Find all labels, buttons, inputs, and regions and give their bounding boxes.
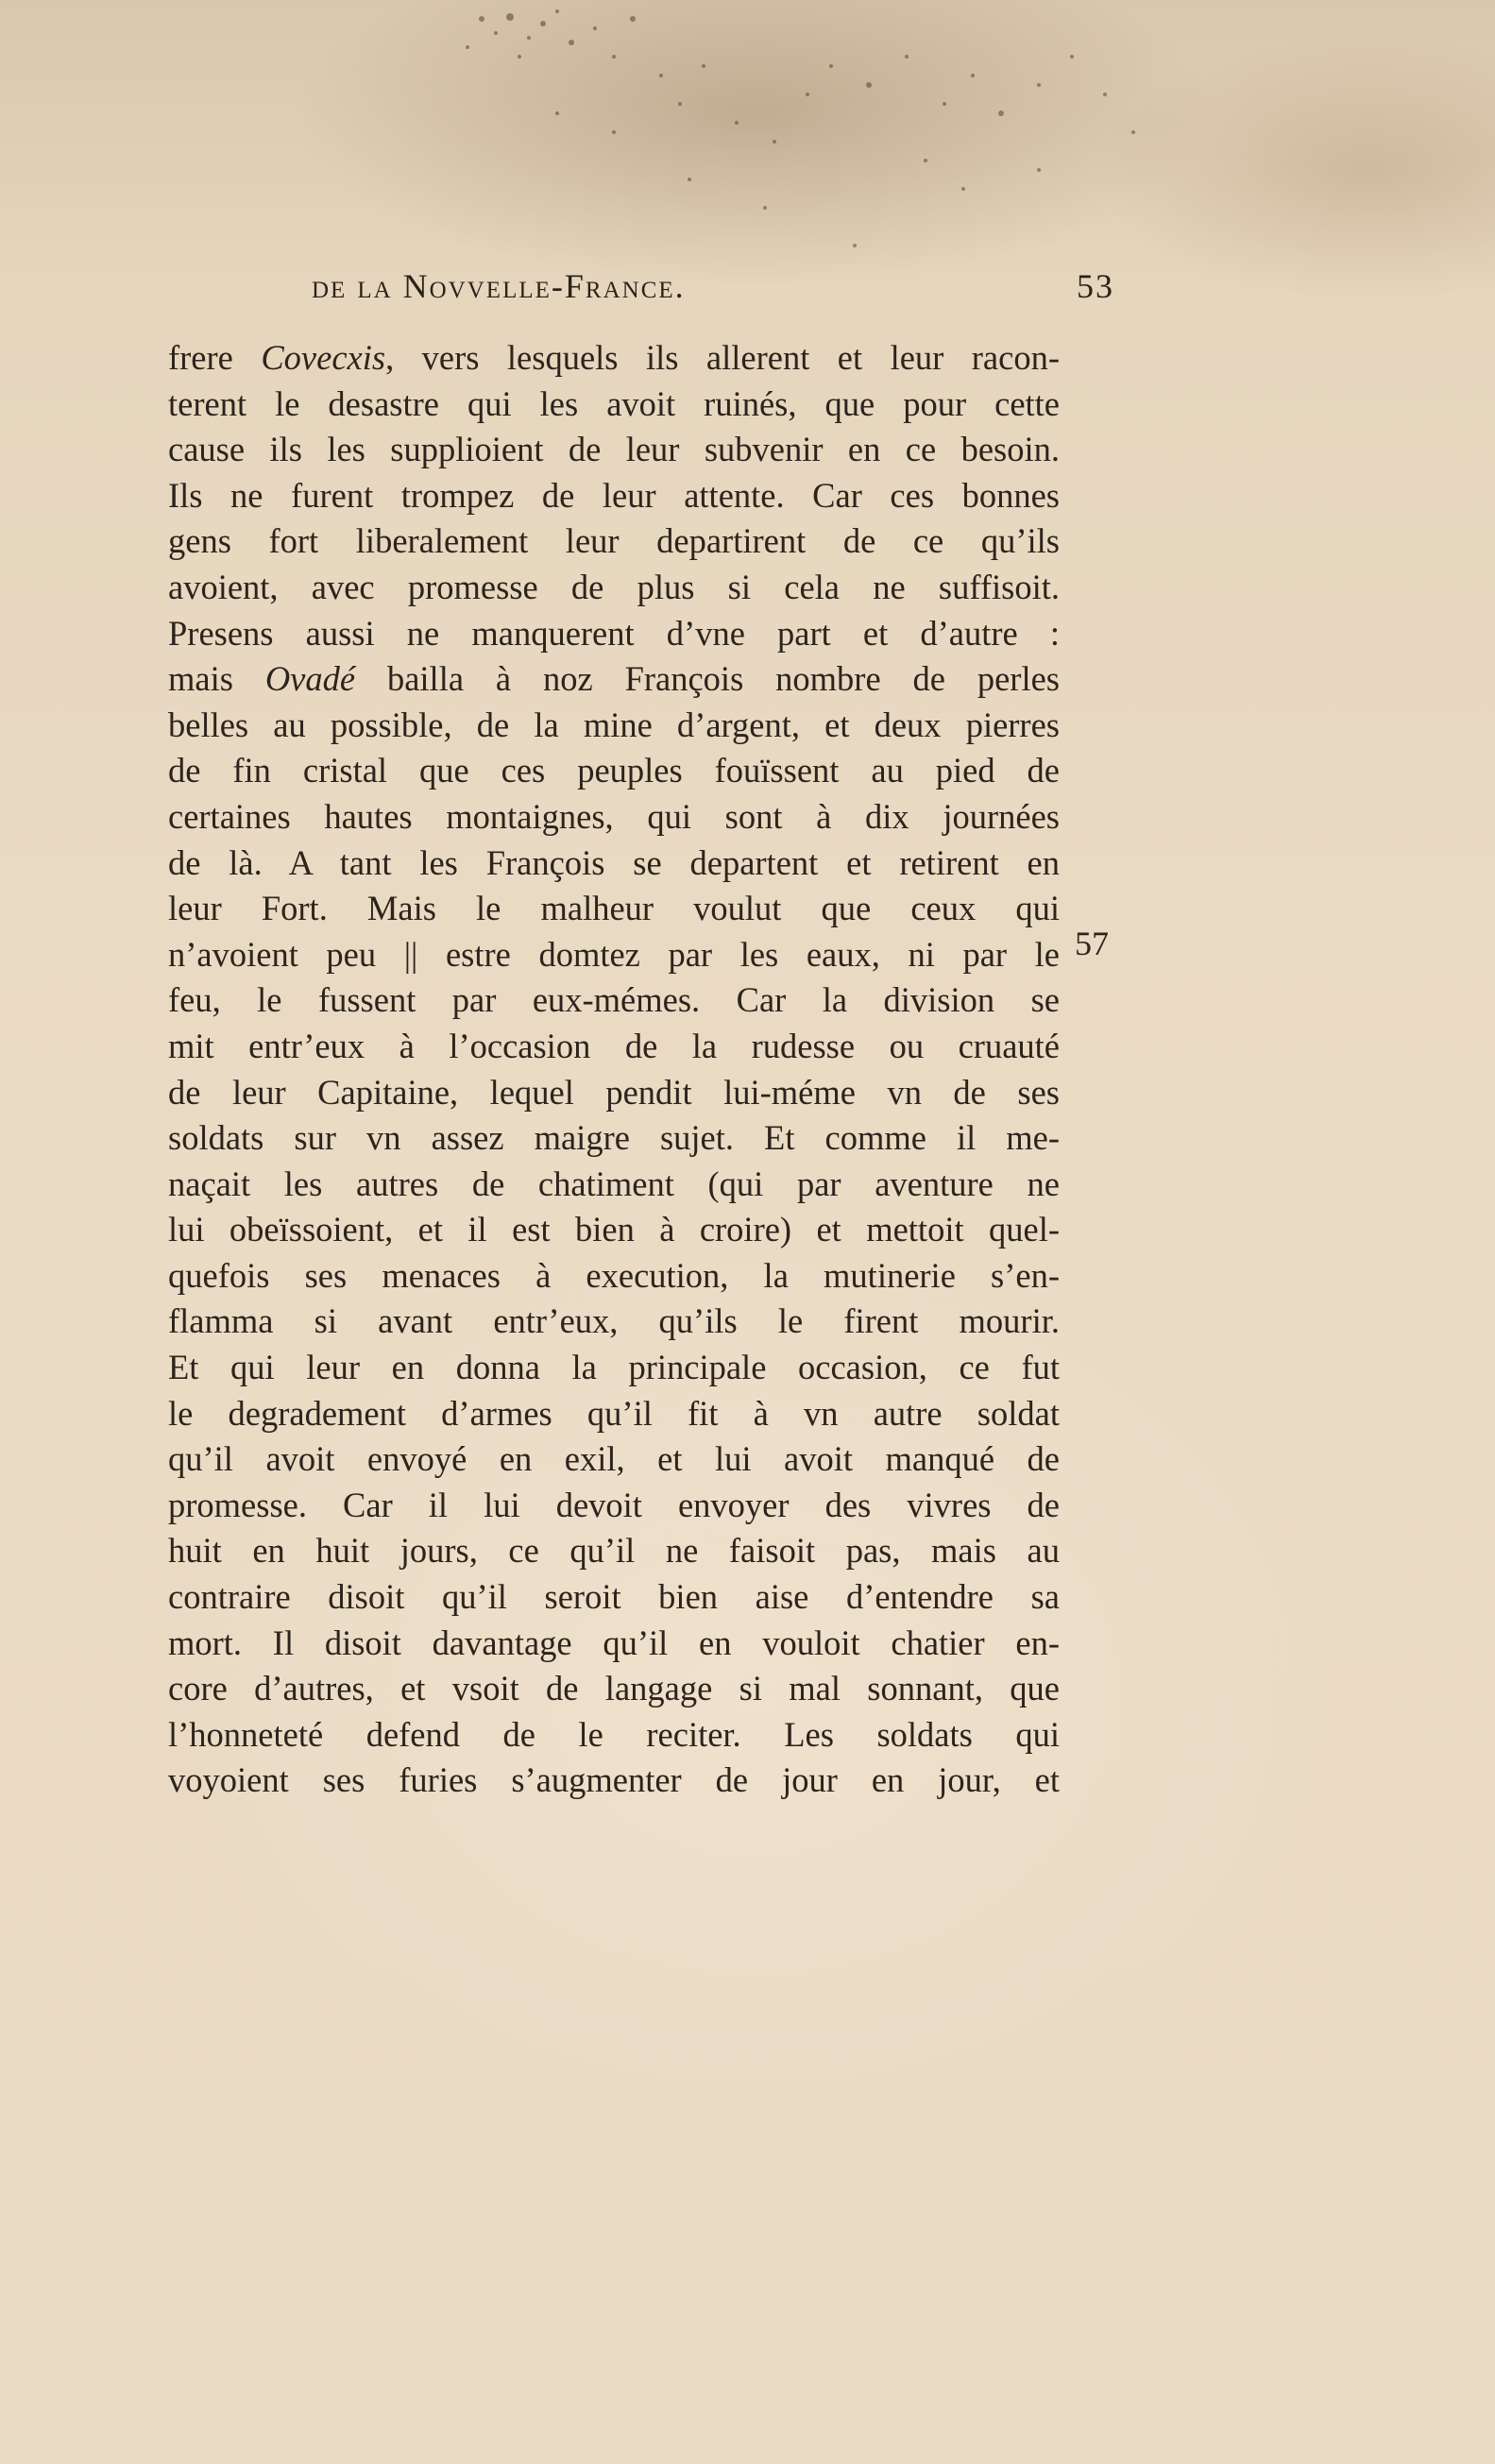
text-segment: terent le desastre qui les avoit ruinés, que pour cette bbox=[168, 383, 1060, 423]
text-segment: mit entr’eux à l’occasion de la rudesse ou cruauté bbox=[168, 1026, 1060, 1065]
text-line bbox=[168, 518, 1060, 565]
text-segment: voyoient ses furies s’augmenter de jour en jour, et bbox=[168, 1760, 1060, 1800]
text-segment: Et qui leur en donna la principale occasion, ce fut bbox=[168, 1348, 1060, 1387]
running-head-title: de la Novvelle-France. bbox=[312, 267, 686, 305]
text-segment: soldats sur vn assez maigre sujet. Et comme il me- bbox=[168, 1118, 1060, 1158]
text-segment: leur Fort. Mais le malheur voulut que ceux qui bbox=[168, 889, 1060, 928]
text-line bbox=[168, 1070, 1060, 1116]
text-line bbox=[168, 1207, 1060, 1253]
text-segment: avoient, avec promesse de plus si cela ne suffisoit. bbox=[168, 567, 1060, 606]
text-line bbox=[168, 1162, 1060, 1208]
text-segment: frere bbox=[168, 338, 262, 377]
text-line bbox=[168, 565, 1060, 611]
text-segment: contraire disoit qu’il seroit bien aise d’entendre sa bbox=[168, 1577, 1060, 1617]
text-segment: naçait les autres de chatiment (qui par aventure ne bbox=[168, 1164, 1060, 1203]
text-line bbox=[168, 1299, 1060, 1345]
text-line bbox=[168, 1024, 1060, 1070]
text-line bbox=[168, 1345, 1060, 1391]
text-segment: mort. Il disoit davantage qu’il en vouloit chatier en- bbox=[168, 1623, 1060, 1662]
text-segment: flamma si avant entr’eux, qu’ils le firent mourir. bbox=[168, 1301, 1060, 1341]
text-line bbox=[168, 656, 1060, 703]
text-line bbox=[168, 1712, 1060, 1759]
text-line bbox=[168, 382, 1060, 428]
text-line bbox=[168, 1436, 1060, 1483]
text-line bbox=[168, 748, 1060, 794]
text-segment: , vers lesquels ils allerent et leur racon- bbox=[385, 338, 1060, 377]
text-line bbox=[168, 703, 1060, 749]
text-segment: feu, le fussent par eux-mémes. Car la division se bbox=[168, 980, 1060, 1020]
running-head bbox=[312, 266, 1114, 314]
text-segment: Ils ne furent trompez de leur attente. Car ces bonnes bbox=[168, 475, 1060, 515]
text-line bbox=[168, 794, 1060, 841]
text-segment: l’honneteté defend de le reciter. Les soldats qui bbox=[168, 1714, 1060, 1754]
text-line bbox=[168, 335, 1060, 382]
italic-name: Ovadé bbox=[264, 659, 356, 699]
italic-name: Covecxis bbox=[261, 338, 386, 377]
text-line bbox=[168, 1758, 1060, 1804]
text-segment: de là. A tant les François se departent et retirent en bbox=[168, 842, 1060, 882]
text-segment: cause ils les supplioient de leur subvenir en ce besoin. bbox=[168, 430, 1060, 469]
margin-page-reference: 57 bbox=[1075, 925, 1109, 962]
text-segment: certaines hautes montaignes, qui sont à dix journées bbox=[168, 796, 1060, 836]
text-line bbox=[168, 1483, 1060, 1529]
page-number: 53 bbox=[1077, 267, 1114, 305]
text-line bbox=[168, 1253, 1060, 1300]
text-segment: n’avoient peu || estre domtez par les eaux, ni par le bbox=[168, 934, 1060, 974]
text-line bbox=[168, 1115, 1060, 1162]
text-segment: promesse. Car il lui devoit envoyer des vivres de bbox=[168, 1485, 1060, 1524]
text-segment: bailla à noz François nombre de perles bbox=[355, 659, 1061, 699]
text-line bbox=[168, 1666, 1060, 1712]
text-line bbox=[168, 1621, 1060, 1667]
text-segment: gens fort liberalement leur departirent de ce qu’ils bbox=[168, 521, 1060, 561]
text-segment: belles au possible, de la mine d’argent, et deux pierres bbox=[168, 705, 1060, 744]
text-segment: quefois ses menaces à execution, la mutinerie s’en- bbox=[168, 1255, 1060, 1295]
text-segment: core d’autres, et vsoit de langage si mal sonnant, que bbox=[168, 1669, 1060, 1708]
text-line bbox=[168, 427, 1060, 473]
text-line bbox=[168, 977, 1060, 1024]
text-line bbox=[168, 932, 1060, 978]
text-line bbox=[168, 611, 1060, 657]
text-line bbox=[168, 1528, 1060, 1574]
body-text bbox=[168, 335, 1060, 1804]
text-line bbox=[168, 841, 1060, 887]
text-segment: de leur Capitaine, lequel pendit lui-méme vn de ses bbox=[168, 1072, 1060, 1112]
text-segment: mais bbox=[168, 659, 265, 699]
text-segment: le degradement d’armes qu’il fit à vn autre soldat bbox=[168, 1393, 1060, 1433]
foxing-stains bbox=[378, 0, 1228, 283]
text-segment: Presens aussi ne manquerent d’vne part et d’autre : bbox=[168, 613, 1060, 653]
text-line bbox=[168, 886, 1060, 932]
text-line bbox=[168, 473, 1060, 519]
text-line bbox=[168, 1574, 1060, 1621]
text-segment: de fin cristal que ces peuples fouïssent au pied de bbox=[168, 751, 1060, 790]
text-segment: qu’il avoit envoyé en exil, et lui avoit manqué de bbox=[168, 1439, 1060, 1479]
text-segment: huit en huit jours, ce qu’il ne faisoit pas, mais au bbox=[168, 1531, 1060, 1571]
text-segment: lui obeïssoient, et il est bien à croire) et mettoit quel- bbox=[168, 1210, 1060, 1249]
text-line bbox=[168, 1391, 1060, 1437]
